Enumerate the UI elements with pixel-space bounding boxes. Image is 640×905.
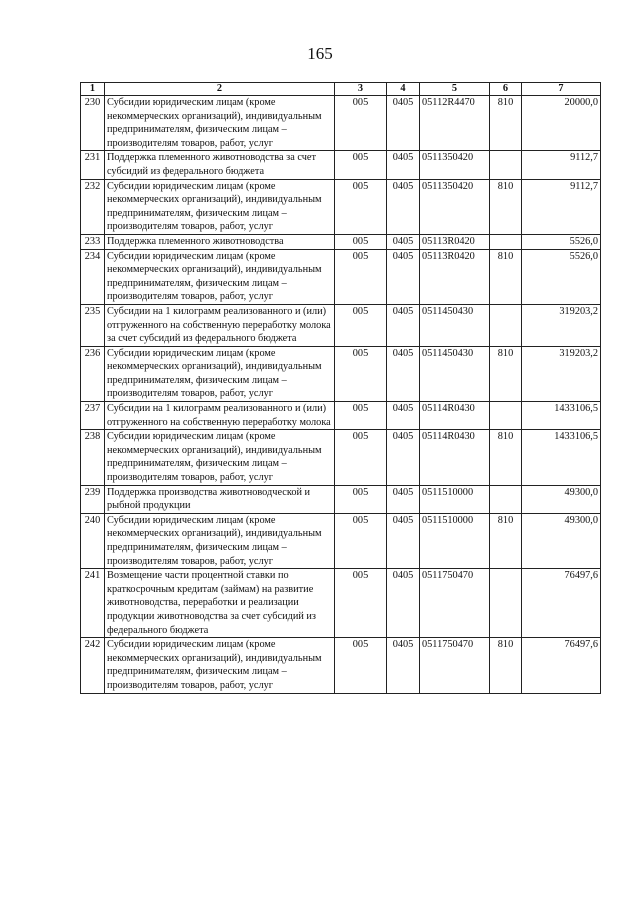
row-rz-code: 0405 [387, 304, 420, 346]
row-name: Поддержка производства животноводческой и рыбной продукции [105, 485, 335, 513]
row-amount: 49300,0 [522, 485, 601, 513]
row-number: 242 [81, 638, 105, 693]
column-header: 2 [105, 83, 335, 96]
table-body [81, 96, 601, 694]
row-name: Субсидии юридическим лицам (кроме некоммерческих организаций), индивидуальным предпринимателям, физическим лицам – производителям товаров, работ, услуг [105, 430, 335, 485]
row-gr-code: 005 [335, 304, 387, 346]
row-gr-code: 005 [335, 485, 387, 513]
row-csr-code: 0511510000 [420, 485, 490, 513]
row-number: 232 [81, 179, 105, 234]
row-csr-code: 0511350420 [420, 151, 490, 179]
column-header: 4 [387, 83, 420, 96]
table-row [81, 513, 601, 568]
row-vr-code: 810 [490, 430, 522, 485]
column-header: 5 [420, 83, 490, 96]
row-vr-code [490, 234, 522, 249]
row-csr-code: 05114R0430 [420, 402, 490, 430]
column-header: 3 [335, 83, 387, 96]
row-name: Субсидии юридическим лицам (кроме некоммерческих организаций), индивидуальным предпринимателям, физическим лицам – производителям товаров, работ, услуг [105, 638, 335, 693]
row-gr-code: 005 [335, 249, 387, 304]
row-vr-code: 810 [490, 638, 522, 693]
row-vr-code [490, 151, 522, 179]
row-number: 238 [81, 430, 105, 485]
row-rz-code: 0405 [387, 151, 420, 179]
row-name: Субсидии юридическим лицам (кроме некоммерческих организаций), индивидуальным предпринимателям, физическим лицам – производителям товаров, работ, услуг [105, 96, 335, 151]
row-csr-code: 05114R0430 [420, 430, 490, 485]
row-vr-code: 810 [490, 249, 522, 304]
column-header: 1 [81, 83, 105, 96]
table-row [81, 234, 601, 249]
row-rz-code: 0405 [387, 249, 420, 304]
table-row [81, 179, 601, 234]
column-header: 6 [490, 83, 522, 96]
row-vr-code [490, 569, 522, 638]
row-number: 234 [81, 249, 105, 304]
row-name: Субсидии юридическим лицам (кроме некоммерческих организаций), индивидуальным предпринимателям, физическим лицам – производителям товаров, работ, услуг [105, 179, 335, 234]
page-number: 165 [307, 44, 333, 63]
row-rz-code: 0405 [387, 96, 420, 151]
row-gr-code: 005 [335, 402, 387, 430]
column-header: 7 [522, 83, 601, 96]
row-csr-code: 0511510000 [420, 513, 490, 568]
row-vr-code: 810 [490, 346, 522, 401]
row-rz-code: 0405 [387, 234, 420, 249]
row-vr-code [490, 304, 522, 346]
table-header-row [81, 83, 601, 96]
row-gr-code: 005 [335, 638, 387, 693]
table-row [81, 304, 601, 346]
row-amount: 319203,2 [522, 346, 601, 401]
row-gr-code: 005 [335, 513, 387, 568]
row-rz-code: 0405 [387, 513, 420, 568]
row-amount: 49300,0 [522, 513, 601, 568]
row-amount: 5526,0 [522, 234, 601, 249]
row-gr-code: 005 [335, 346, 387, 401]
row-gr-code: 005 [335, 179, 387, 234]
table-row [81, 569, 601, 638]
table-row [81, 96, 601, 151]
row-rz-code: 0405 [387, 638, 420, 693]
row-vr-code: 810 [490, 96, 522, 151]
row-rz-code: 0405 [387, 179, 420, 234]
row-amount: 20000,0 [522, 96, 601, 151]
row-amount: 76497,6 [522, 569, 601, 638]
row-amount: 9112,7 [522, 179, 601, 234]
row-name: Субсидии на 1 килограмм реализованного и (или) отгруженного на собственную переработку молока [105, 402, 335, 430]
row-vr-code [490, 485, 522, 513]
row-amount: 5526,0 [522, 249, 601, 304]
row-csr-code: 0511450430 [420, 304, 490, 346]
row-number: 231 [81, 151, 105, 179]
row-name: Поддержка племенного животноводства за счет субсидий из федерального бюджета [105, 151, 335, 179]
row-rz-code: 0405 [387, 430, 420, 485]
row-rz-code: 0405 [387, 402, 420, 430]
row-number: 233 [81, 234, 105, 249]
row-rz-code: 0405 [387, 485, 420, 513]
row-gr-code: 005 [335, 430, 387, 485]
row-csr-code: 0511750470 [420, 569, 490, 638]
row-number: 240 [81, 513, 105, 568]
row-rz-code: 0405 [387, 346, 420, 401]
row-csr-code: 0511450430 [420, 346, 490, 401]
row-name: Субсидии юридическим лицам (кроме некоммерческих организаций), индивидуальным предпринимателям, физическим лицам – производителям товаров, работ, услуг [105, 249, 335, 304]
row-amount: 1433106,5 [522, 402, 601, 430]
row-amount: 1433106,5 [522, 430, 601, 485]
table-row [81, 485, 601, 513]
row-gr-code: 005 [335, 96, 387, 151]
row-gr-code: 005 [335, 569, 387, 638]
row-vr-code: 810 [490, 179, 522, 234]
row-name: Субсидии юридическим лицам (кроме некоммерческих организаций), индивидуальным предпринимателям, физическим лицам – производителям товаров, работ, услуг [105, 346, 335, 401]
row-amount: 9112,7 [522, 151, 601, 179]
row-vr-code [490, 402, 522, 430]
row-number: 236 [81, 346, 105, 401]
row-csr-code: 05112R4470 [420, 96, 490, 151]
budget-table [80, 82, 601, 694]
row-number: 230 [81, 96, 105, 151]
row-name: Субсидии юридическим лицам (кроме некоммерческих организаций), индивидуальным предпринимателям, физическим лицам – производителям товаров, работ, услуг [105, 513, 335, 568]
row-name: Поддержка племенного животноводства [105, 234, 335, 249]
table-row [81, 430, 601, 485]
row-gr-code: 005 [335, 234, 387, 249]
row-name: Субсидии на 1 килограмм реализованного и (или) отгруженного на собственную переработку молока за счет субсидий из федерального бюджета [105, 304, 335, 346]
row-csr-code: 0511750470 [420, 638, 490, 693]
row-name: Возмещение части процентной ставки по краткосрочным кредитам (займам) на развитие животноводства, переработки и реализации продукции животноводства за счет субсидий из федерального бюджета [105, 569, 335, 638]
table-row [81, 249, 601, 304]
row-number: 235 [81, 304, 105, 346]
row-csr-code: 05113R0420 [420, 249, 490, 304]
row-csr-code: 05113R0420 [420, 234, 490, 249]
row-amount: 76497,6 [522, 638, 601, 693]
table-row [81, 638, 601, 693]
table-row [81, 346, 601, 401]
row-rz-code: 0405 [387, 569, 420, 638]
table-row [81, 151, 601, 179]
row-gr-code: 005 [335, 151, 387, 179]
row-csr-code: 0511350420 [420, 179, 490, 234]
row-vr-code: 810 [490, 513, 522, 568]
row-number: 237 [81, 402, 105, 430]
row-number: 241 [81, 569, 105, 638]
table-row [81, 402, 601, 430]
row-amount: 319203,2 [522, 304, 601, 346]
row-number: 239 [81, 485, 105, 513]
